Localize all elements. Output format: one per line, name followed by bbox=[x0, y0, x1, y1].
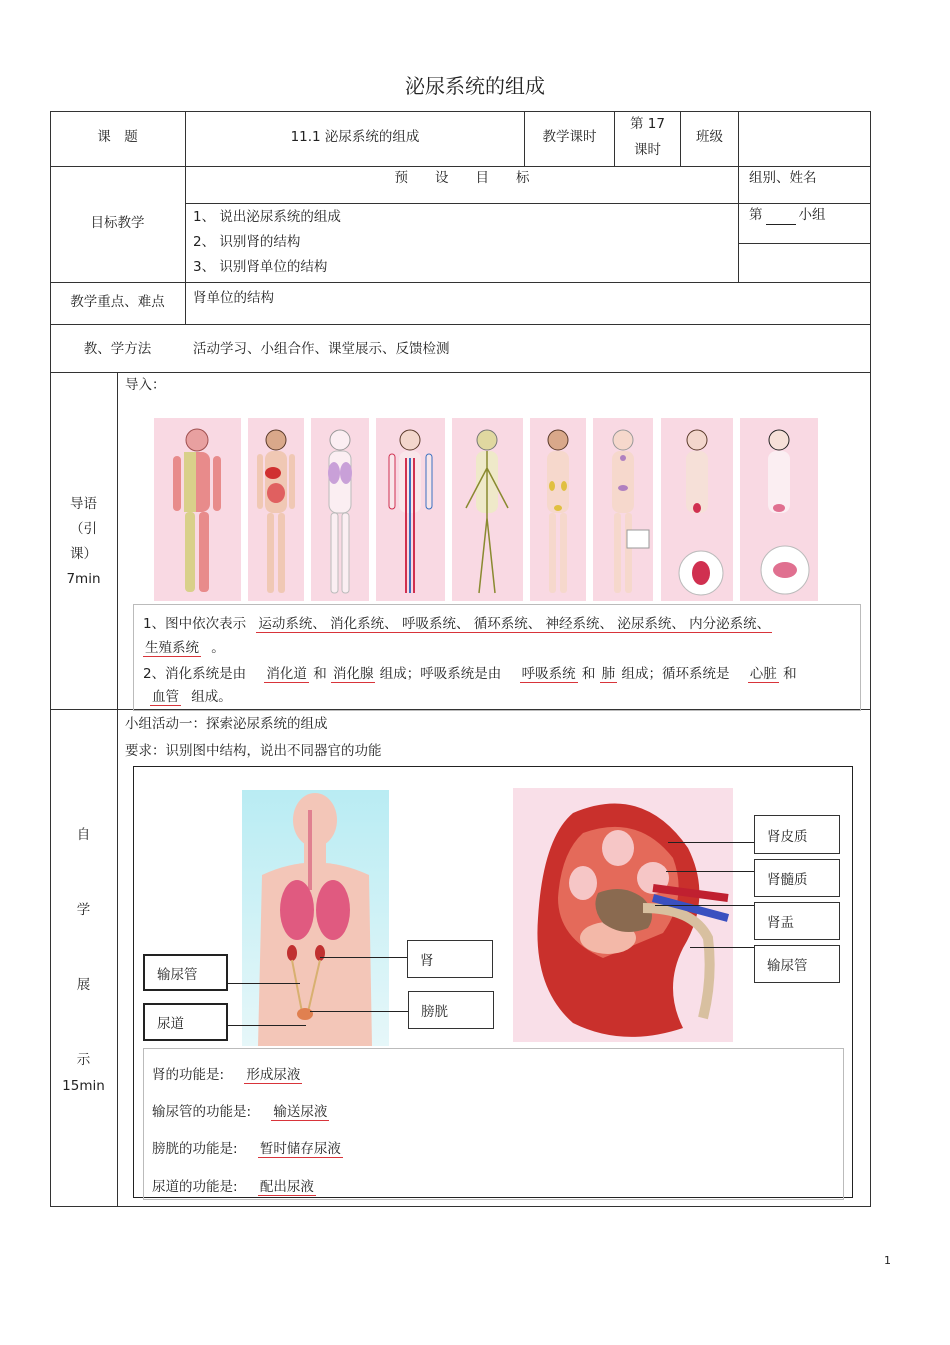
figure-nervous-system bbox=[452, 418, 523, 601]
leader-line bbox=[655, 905, 754, 906]
preset-heading: 预 设 目 标 bbox=[394, 170, 530, 186]
intro-q1-line2 bbox=[143, 640, 225, 657]
activity-title: 小组活动一：探索泌尿系统的组成 bbox=[125, 716, 328, 732]
label-renal-pelvis: 肾盂 bbox=[754, 902, 840, 940]
table-border-right bbox=[870, 111, 871, 1207]
intro-q1-line1 bbox=[143, 616, 772, 633]
row-divider bbox=[50, 372, 871, 373]
function-row bbox=[152, 1104, 329, 1121]
function-answer: 配出尿液 bbox=[259, 1179, 314, 1195]
leader-line bbox=[228, 1025, 306, 1026]
self-side-2: 学 bbox=[76, 902, 91, 918]
group-blank[interactable] bbox=[766, 207, 796, 225]
subject-value: 11.1 泌尿系统的组成 bbox=[290, 129, 420, 145]
label-ureter-body: 输尿管 bbox=[143, 954, 228, 991]
function-answer: 输送尿液 bbox=[273, 1104, 328, 1120]
function-answer: 暂时储存尿液 bbox=[259, 1141, 341, 1157]
focus-label: 教学重点、难点 bbox=[70, 294, 165, 310]
figure-circulatory-system bbox=[376, 418, 445, 601]
figure-respiratory-system bbox=[311, 418, 369, 601]
label-renal-cortex: 肾皮质 bbox=[754, 815, 840, 854]
group-label: 组别、姓名 bbox=[749, 170, 817, 186]
q1-answer-1: 运动系统、 消化系统、 呼吸系统、 循环系统、 神经系统、 泌尿系统、 内分泌系统、 bbox=[258, 616, 771, 632]
group-suffix: 小组 bbox=[798, 207, 826, 223]
q2-text: 和 bbox=[313, 666, 327, 682]
intro-side-1: 导语 bbox=[70, 496, 97, 512]
group-prefix: 第 bbox=[749, 207, 763, 223]
self-side-3: 展 bbox=[76, 977, 91, 993]
label-bladder-body: 膀胱 bbox=[408, 991, 494, 1029]
label-renal-medulla: 肾髓质 bbox=[754, 859, 840, 897]
page-title: 泌尿系统的组成 bbox=[405, 74, 545, 98]
intro-q2-line1 bbox=[143, 666, 797, 683]
function-question: 肾的功能是: bbox=[152, 1067, 225, 1083]
self-side-4: 示 bbox=[76, 1052, 91, 1068]
q2-text: 和 bbox=[783, 666, 797, 682]
figure-motor-system bbox=[154, 418, 241, 601]
figure-female-reproductive-system bbox=[740, 418, 818, 601]
goal-item: 1、 说出泌尿系统的组成 bbox=[193, 209, 341, 225]
leader-line bbox=[668, 842, 754, 843]
goals-label: 目标教学 bbox=[90, 215, 145, 231]
q2-answer-4: 肺 bbox=[601, 666, 616, 682]
class-label: 班级 bbox=[696, 129, 723, 145]
col-divider bbox=[738, 111, 739, 283]
q2-answer-3: 呼吸系统 bbox=[521, 666, 576, 682]
intro-side-3: 课） bbox=[70, 546, 97, 562]
function-row bbox=[152, 1179, 316, 1196]
leader-line bbox=[228, 983, 300, 984]
self-side-5: 15min bbox=[62, 1078, 105, 1094]
q2-text: 2、消化系统是由 bbox=[143, 666, 247, 682]
figure-digestive-system bbox=[248, 418, 304, 601]
q2-text: 组成。 bbox=[191, 689, 232, 705]
table-border-left bbox=[50, 111, 51, 1207]
page-number: 1 bbox=[884, 1254, 891, 1267]
focus-value: 肾单位的结构 bbox=[193, 290, 274, 306]
row-divider bbox=[50, 324, 871, 325]
q2-answer-6: 血管 bbox=[152, 689, 179, 705]
period-value-1: 第 17 bbox=[630, 116, 665, 132]
q2-answer-5: 心脏 bbox=[749, 666, 777, 682]
subject-label: 课 题 bbox=[97, 129, 138, 145]
function-answer: 形成尿液 bbox=[246, 1067, 301, 1083]
row-divider bbox=[50, 282, 871, 283]
period-label: 教学课时 bbox=[542, 129, 597, 145]
activity-requirement: 要求：识别图中结构，说出不同器官的功能 bbox=[125, 743, 382, 759]
function-question: 膀胱的功能是: bbox=[152, 1141, 238, 1157]
intro-q2-line2 bbox=[150, 689, 232, 706]
q2-answer-2: 消化腺 bbox=[332, 666, 374, 682]
goal-item: 2、 识别肾的结构 bbox=[193, 234, 301, 250]
figure-male-reproductive-system bbox=[661, 418, 733, 601]
leader-line bbox=[666, 871, 754, 872]
period-value-2: 课时 bbox=[634, 142, 661, 158]
row-divider bbox=[186, 203, 871, 204]
kidney-section-figure bbox=[513, 788, 733, 1042]
q1-end: 。 bbox=[211, 640, 225, 656]
function-row bbox=[152, 1141, 343, 1158]
q2-text: 组成；循环系统是 bbox=[621, 666, 730, 682]
urinary-body-figure bbox=[242, 790, 389, 1046]
label-ureter-kidney: 输尿管 bbox=[754, 945, 840, 983]
figure-urinary-system bbox=[530, 418, 586, 601]
intro-heading: 导入： bbox=[125, 377, 166, 393]
leader-line bbox=[310, 1011, 408, 1012]
q2-text: 组成；呼吸系统是由 bbox=[379, 666, 502, 682]
intro-side-2: （引 bbox=[70, 521, 97, 537]
group-line bbox=[749, 207, 826, 225]
label-kidney-body: 肾 bbox=[407, 940, 493, 978]
q1-prefix: 1、图中依次表示 bbox=[143, 616, 247, 632]
table-border-top bbox=[50, 111, 871, 112]
label-urethra-body: 尿道 bbox=[143, 1003, 228, 1041]
goal-item: 3、 识别肾单位的结构 bbox=[193, 259, 328, 275]
col-divider bbox=[117, 372, 118, 1207]
row-divider bbox=[50, 166, 871, 167]
intro-side-4: 7min bbox=[66, 571, 101, 587]
methods-value: 活动学习、小组合作、课堂展示、反馈检测 bbox=[193, 341, 450, 357]
leader-line bbox=[320, 957, 407, 958]
function-question: 输尿管的功能是: bbox=[152, 1104, 252, 1120]
q2-answer-1: 消化道 bbox=[266, 666, 307, 682]
q2-text: 和 bbox=[581, 666, 596, 682]
methods-label: 教、学方法 bbox=[83, 341, 152, 357]
self-side-1: 自 bbox=[76, 827, 91, 843]
row-divider bbox=[738, 243, 871, 244]
function-question: 尿道的功能是: bbox=[152, 1179, 238, 1195]
q1-answer-2: 生殖系统 bbox=[145, 640, 199, 656]
table-border-bottom bbox=[50, 1206, 871, 1207]
figure-endocrine-system bbox=[593, 418, 653, 601]
leader-line bbox=[690, 947, 754, 948]
function-row bbox=[152, 1067, 302, 1084]
